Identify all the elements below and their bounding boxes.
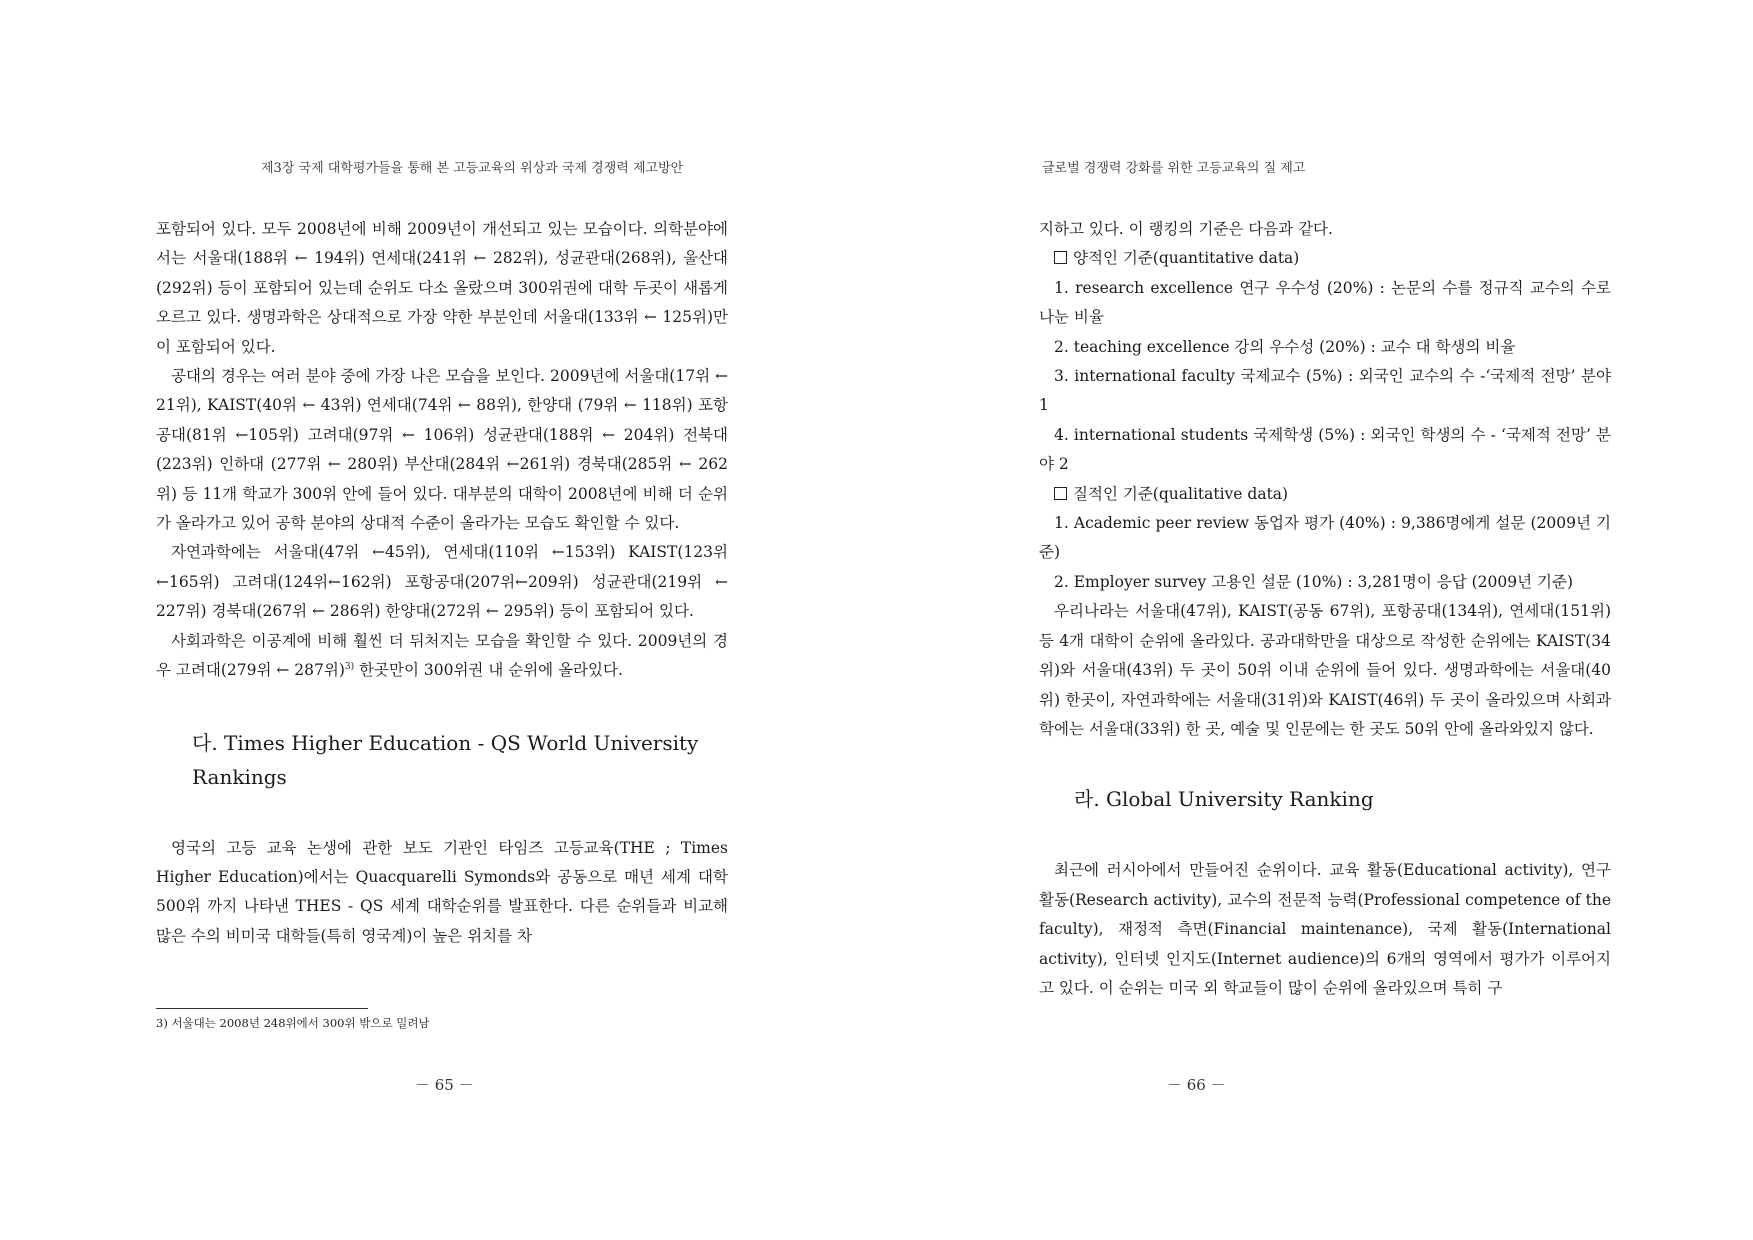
running-head-left: 제3장 국제 대학평가들을 통해 본 고등교육의 위상과 국제 경쟁력 제고방안 [261, 161, 684, 176]
page-number-right: － 66 － [1167, 1076, 1226, 1094]
paragraph-medicine: 포함되어 있다. 모두 2008년에 비해 2009년이 개선되고 있는 모습이다. 의학분야에서는 서울대(188위 ← 194위) 연세대(241위 ← 282위), 성균관대(268위), 울산대(292위) 등이 포함되어 있는데 순위도 다소 올랐으며 300위권에 대학 두곳이 새롭게 오르고 있다. 생명과학은 상대적으로 가장 약한 부분인데 서울대(133위 ← 125위)만이 포함되어 있다. [156, 220, 728, 356]
criterion-teaching: 2. teaching excellence 강의 우수성 (20%) : 교수 대 학생의 비율 [1054, 337, 1516, 356]
quantitative-heading [1039, 244, 1611, 273]
paragraph-criteria-intro: 지하고 있다. 이 랭킹의 기준은 다음과 같다. [1039, 220, 1333, 238]
left-page [0, 0, 876, 1240]
criterion-research: 1. research excellence 연구 우수성 (20%) : 논문의 수를 정규직 교수의 수로 나눈 비율 [1039, 278, 1611, 327]
checkbox-icon [1054, 251, 1067, 264]
section-heading-thes [156, 726, 728, 794]
left-text-column [156, 215, 728, 951]
quantitative-heading-text: 양적인 기준(quantitative data) [1073, 249, 1300, 268]
social-science-text-a: 사회과학은 이공계에 비해 훨씬 더 뒤처지는 모습을 확인할 수 있다. 2009년의 경우 고려대(279위 ← 287위) [156, 631, 728, 680]
criterion-intl-students: 4. international students 국제학생 (5%) : 외국인 학생의 수 - ‘국제적 전망’ 분야 2 [1039, 425, 1611, 474]
criterion-peer-review: 1. Academic peer review 동업자 평가 (40%) : 9,386명에게 설문 (2009년 기준) [1039, 514, 1611, 562]
heading-line-1: 다. Times Higher Education - QS World University [192, 730, 699, 755]
footnote: 3) 서울대는 2008년 248위에서 300위 밖으로 밀려남 [156, 1016, 430, 1030]
footnote-divider [156, 1008, 368, 1009]
qualitative-heading [1039, 480, 1611, 509]
checkbox-icon [1054, 487, 1067, 500]
running-head-right: 글로벌 경쟁력 강화를 위한 고등교육의 질 제고 [1042, 161, 1306, 176]
paragraph-korea-results: 우리나라는 서울대(47위), KAIST(공동 67위), 포항공대(134위), 연세대(151위) 등 4개 대학이 순위에 올라있다. 공과대학만을 대상으로 작성한 순위에는 KAIST(34위)와 서울대(43위) 두 곳이 50위 이내 순위에 들어 있다. 생명과학에는 서울대(40위) 한곳이, 자연과학에는 서울대(31위)와 KAIST(46위) 두 곳이 올라있으며 사회과학에는 서울대(33위) 한 곳, 예술 및 인문에는 한 곳도 50위 안에 올라와있지 않다. [1039, 602, 1611, 738]
criterion-intl-faculty: 3. international faculty 국제교수 (5%) : 외국인 교수의 수 -‘국제적 전망’ 분야 1 [1039, 367, 1611, 415]
paragraph-thes-intro: 영국의 고등 교육 논생에 관한 보도 기관인 타임즈 고등교육(THE ; Times Higher Education)에서는 Quacquarelli Symonds와 공동으로 매년 세계 대학 500위 까지 나타낸 THES - QS 세계 대학순위를 발표한다. 다른 순위들과 비교해 많은 수의 비미국 대학들(특히 영국계)이 높은 위치를 차 [156, 838, 728, 945]
heading-line-2: Rankings [192, 764, 287, 789]
paragraph-engineering: 공대의 경우는 여러 분야 중에 가장 나은 모습을 보인다. 2009년에 서울대(17위 ← 21위), KAIST(40위 ← 43위) 연세대(74위 ← 88위), 한양대 (79위 ← 118위) 포항공대(81위 ←105위) 고려대(97위 ← 106위) 성균관대(188위 ← 204위) 전북대(223위) 인하대 (277위 ← 280위) 부산대(284위 ←261위) 경북대(285위 ← 262위) 등 11개 학교가 300위 안에 들어 있다. 대부분의 대학이 2008년에 비해 더 순위가 올라가고 있어 공학 분야의 상대적 수준이 올라가는 모습도 확인할 수 있다. [156, 367, 728, 533]
criterion-employer-survey: 2. Employer survey 고용인 설문 (10%) : 3,281명이 응답 (2009년 기준) [1054, 572, 1574, 591]
paragraph-social-science [156, 627, 728, 686]
social-science-text-b: 한곳만이 300위권 내 순위에 올라있다. [354, 661, 623, 680]
heading-global-ranking: 라. Global University Ranking [1074, 787, 1374, 812]
page-number-left: － 65 － [415, 1076, 474, 1094]
paragraph-natural-science: 자연과학에는 서울대(47위 ←45위), 연세대(110위 ←153위) KAIST(123위←165위) 고려대(124위←162위) 포항공대(207위←209위) 성균관대(219위 ← 227위) 경북대(267위 ← 286위) 한양대(272위 ← 295위) 등이 포함되어 있다. [156, 543, 728, 621]
paragraph-global-ranking: 최근에 러시아에서 만들어진 순위이다. 교육 활동(Educational activity), 연구 활동(Research activity), 교수의 전문적 능력(Professional competence of the faculty), 재정적 측면(Financial maintenance), 국제 활동(International activity), 인터넷 인지도(Internet audience)의 6개의 영역에서 평가가 이루어지고 있다. 이 순위는 미국 외 학교들이 많이 순위에 올라있으며 특히 구 [1039, 861, 1611, 997]
right-page [877, 0, 1753, 1240]
section-heading-global [1039, 782, 1611, 816]
right-text-column [1039, 215, 1611, 1003]
qualitative-heading-text: 질적인 기준(qualitative data) [1073, 484, 1289, 503]
footnote-ref: 3) [344, 661, 355, 672]
